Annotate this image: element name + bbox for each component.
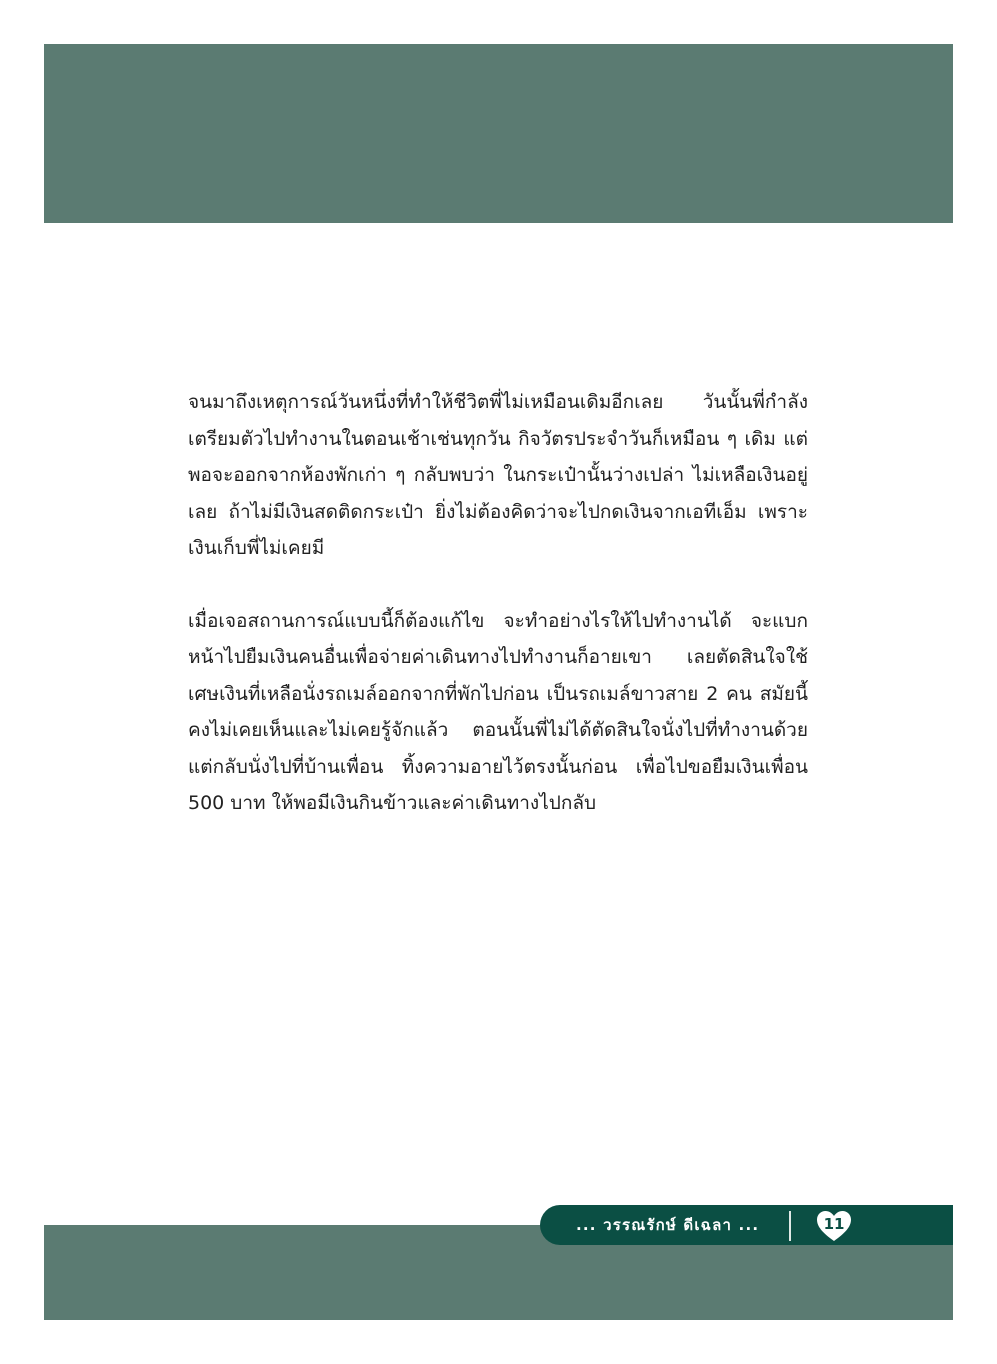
page-number: 11 (823, 1215, 845, 1233)
header-band (44, 44, 953, 223)
footer-divider (789, 1211, 791, 1241)
footer-pill (540, 1205, 953, 1245)
paragraph-2: เมื่อเจอสถานการณ์แบบนี้ก็ต้องแก้ไข จะทำอย่างไรให้ไปทำงานได้ จะแบกหน้าไปยืมเงินคนอื่นเพื่อจ่ายค่าเดินทางไปทำงานก็อายเขา เลยตัดสินใจใช้เศษเงินที่เหลือนั่งรถเมล์ออกจากที่พักไปก่อน เป็นรถเมล์ขาวสาย 2 คน สมัยนี้คงไม่เคยเห็นและไม่เคยรู้จักแล้ว ตอนนั้นพี่ไม่ได้ตัดสินใจนั่งไปที่ทำงานด้วย แต่กลับนั่งไปที่บ้านเพื่อน ทิ้งความอายไว้ตรงนั้นก่อน เพื่อไปขอยืมเงินเพื่อน 500 บาท ให้พอมีเงินกินข้าวและค่าเดินทางไปกลับ (188, 609, 808, 814)
paragraph-1: จนมาถึงเหตุการณ์วันหนึ่งที่ทำให้ชีวิตพี่ไม่เหมือนเดิมอีกเลย วันนั้นพี่กำลังเตรียมตัวไปทำงานในตอนเช้าเช่นทุกวัน กิจวัตรประจำวันก็เหมือน ๆ เดิม แต่พอจะออกจากห้องพักเก่า ๆ กลับพบว่า ในกระเป๋านั้นว่างเปล่า ไม่เหลือเงินอยู่เลย ถ้าไม่มีเงินสดติดกระเป๋า ยิ่งไม่ต้องคิดว่าจะไปกดเงินจากเอทีเอ็ม เพราะเงินเก็บพี่ไม่เคยมี (188, 391, 808, 559)
author-label: ... วรรณรักษ์ ดีเฉลา ... (576, 1216, 760, 1234)
body-text (188, 384, 808, 858)
